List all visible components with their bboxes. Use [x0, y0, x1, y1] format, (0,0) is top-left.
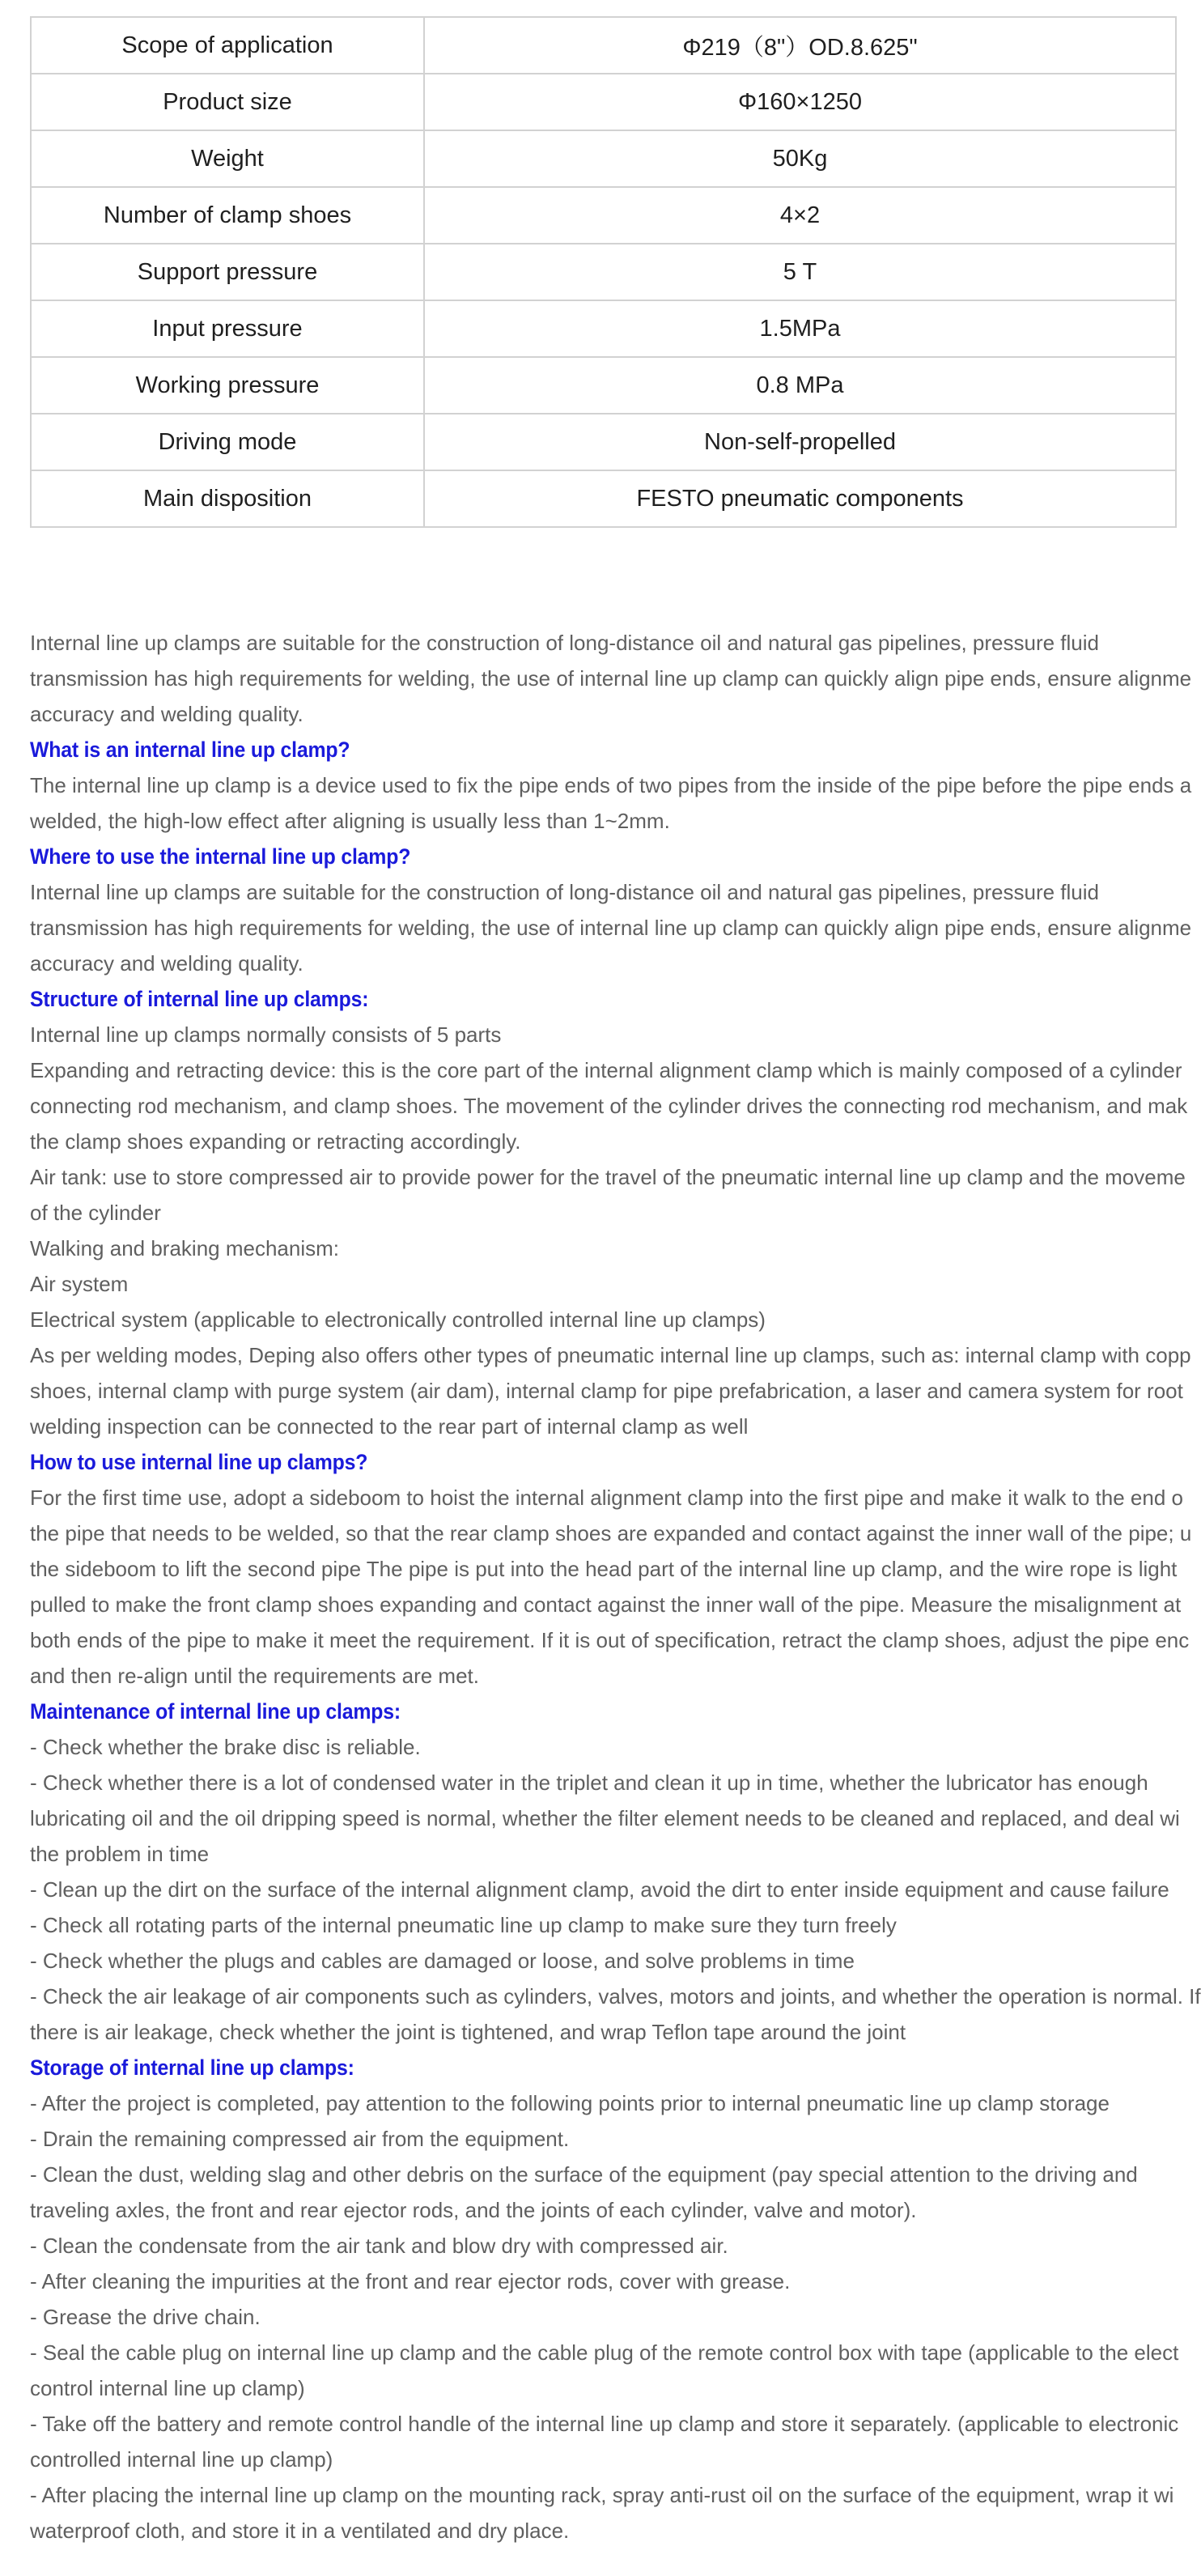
paragraph-line: Internal line up clamps are suitable for the construction of long-distance oil and natural gas pipelines, pressure fluid: [30, 880, 1099, 904]
paragraph-line: accuracy and welding quality.: [30, 951, 303, 976]
spec-value: Φ160×1250: [424, 74, 1176, 130]
paragraph-line: lubricating oil and the oil dripping speed is normal, whether the filter element needs to be cleaned and replaced, and deal wi: [30, 1806, 1180, 1830]
paragraph-line: transmission has high requirements for welding, the use of internal line up clamp can quickly align pipe ends, ensure alignme: [30, 916, 1192, 940]
paragraph-line: welded, the high-low effect after aligning is usually less than 1~2mm.: [30, 809, 670, 833]
section-heading: What is an internal line up clamp?: [30, 738, 350, 762]
paragraph-line: there is air leakage, check whether the joint is tightened, and wrap Teflon tape around the joint: [30, 2020, 906, 2044]
paragraph-line: transmission has high requirements for welding, the use of internal line up clamp can quickly align pipe ends, ensure alignme: [30, 666, 1192, 691]
paragraph-line: the pipe that needs to be welded, so that the rear clamp shoes are expanded and contact against the inner wall of the pipe; u: [30, 1521, 1192, 1545]
paragraph-line: - Check whether the plugs and cables are damaged or loose, and solve problems in time: [30, 1949, 855, 1973]
paragraph-line: - Grease the drive chain.: [30, 2305, 261, 2329]
spec-label: Number of clamp shoes: [31, 187, 424, 244]
paragraph-line: As per welding modes, Deping also offers other types of pneumatic internal line up clamps, such as: internal clamp with copp: [30, 1343, 1191, 1367]
spec-value: 5 T: [424, 244, 1176, 300]
paragraph-line: - After placing the internal line up clamp on the mounting rack, spray anti-rust oil on the surface of the equipment, wrap it wi: [30, 2483, 1174, 2507]
paragraph-line: For the first time use, adopt a sideboom to hoist the internal alignment clamp into the first pipe and make it walk to the end o: [30, 1486, 1183, 1510]
spec-row: [31, 414, 1176, 470]
spec-value: FESTO pneumatic components: [424, 470, 1176, 527]
paragraph-line: the clamp shoes expanding or retracting accordingly.: [30, 1129, 521, 1154]
spec-value: 0.8 MPa: [424, 357, 1176, 414]
paragraph-line: - Seal the cable plug on internal line up clamp and the cable plug of the remote control box with tape (applicable to the elect: [30, 2340, 1179, 2365]
paragraph-line: - Check the air leakage of air components such as cylinders, valves, motors and joints, and whether the operation is normal. If: [30, 1984, 1201, 2009]
spec-row: [31, 300, 1176, 357]
spec-row: [31, 187, 1176, 244]
spec-row: [31, 357, 1176, 414]
paragraph-line: The internal line up clamp is a device used to fix the pipe ends of two pipes from the inside of the pipe before the pipe ends a: [30, 773, 1192, 797]
paragraph-line: - After the project is completed, pay attention to the following points prior to internal pneumatic line up clamp storage: [30, 2091, 1110, 2115]
paragraph-line: Internal line up clamps normally consists of 5 parts: [30, 1022, 502, 1047]
paragraph-line: - Clean the condensate from the air tank and blow dry with compressed air.: [30, 2234, 728, 2258]
spec-row: [31, 244, 1176, 300]
spec-label: Scope of application: [31, 17, 424, 74]
paragraph-line: of the cylinder: [30, 1201, 161, 1225]
spec-table-body: [31, 17, 1176, 527]
paragraph-line: Walking and braking mechanism:: [30, 1236, 339, 1260]
spec-label: Product size: [31, 74, 424, 130]
paragraph-line: - Take off the battery and remote control handle of the internal line up clamp and store it separately. (applicable to electronic: [30, 2412, 1179, 2436]
paragraph-line: the sideboom to lift the second pipe The pipe is put into the head part of the internal line up clamp, and the wire rope is light: [30, 1557, 1178, 1581]
spec-label: Working pressure: [31, 357, 424, 414]
paragraph-line: shoes, internal clamp with purge system (air dam), internal clamp for pipe prefabrication, a laser and camera system for root: [30, 1379, 1183, 1403]
spec-value: Non-self-propelled: [424, 414, 1176, 470]
section-heading: Storage of internal line up clamps:: [30, 2055, 354, 2080]
paragraph-line: - Check whether there is a lot of condensed water in the triplet and clean it up in time, whether the lubricator has enough: [30, 1770, 1148, 1795]
paragraph-line: both ends of the pipe to make it meet the requirement. If it is out of specification, retract the clamp shoes, adjust the pipe enc: [30, 1628, 1190, 1652]
paragraph-line: pulled to make the front clamp shoes expanding and contact against the inner wall of the pipe. Measure the misalignment at: [30, 1592, 1182, 1617]
paragraph-line: waterproof cloth, and store it in a ventilated and dry place.: [30, 2519, 570, 2543]
paragraph-line: Internal line up clamps are suitable for the construction of long-distance oil and natural gas pipelines, pressure fluid: [30, 631, 1099, 655]
paragraph-line: - Check all rotating parts of the internal pneumatic line up clamp to make sure they turn freely: [30, 1913, 897, 1937]
spec-label: Input pressure: [31, 300, 424, 357]
paragraph-line: control internal line up clamp): [30, 2376, 305, 2400]
section-heading: How to use internal line up clamps?: [30, 1450, 368, 1474]
paragraph-line: - Clean up the dirt on the surface of the internal alignment clamp, avoid the dirt to enter inside equipment and cause failure: [30, 1877, 1169, 1902]
paragraph-line: - Clean the dust, welding slag and other debris on the surface of the equipment (pay special attention to the driving and: [30, 2162, 1138, 2187]
paragraph-line: connecting rod mechanism, and clamp shoes. The movement of the cylinder drives the connecting rod mechanism, and mak: [30, 1094, 1188, 1118]
spec-row: [31, 130, 1176, 187]
section-heading: Where to use the internal line up clamp?: [30, 844, 411, 869]
article-body: [30, 625, 1201, 2548]
paragraph-line: Air tank: use to store compressed air to provide power for the travel of the pneumatic internal line up clamp and the moveme: [30, 1165, 1186, 1189]
spec-label: Weight: [31, 130, 424, 187]
paragraph-line: Expanding and retracting device: this is the core part of the internal alignment clamp which is mainly composed of a cylinder: [30, 1058, 1182, 1082]
spec-value: 50Kg: [424, 130, 1176, 187]
paragraph-line: controlled internal line up clamp): [30, 2447, 333, 2472]
paragraph-line: the problem in time: [30, 1842, 210, 1866]
paragraph-line: Electrical system (applicable to electronically controlled internal line up clamps): [30, 1307, 766, 1332]
paragraph-line: traveling axles, the front and rear ejector rods, and the joints of each cylinder, valve and motor).: [30, 2198, 917, 2222]
spec-label: Main disposition: [31, 470, 424, 527]
spec-label: Support pressure: [31, 244, 424, 300]
paragraph-line: - After cleaning the impurities at the front and rear ejector rods, cover with grease.: [30, 2269, 791, 2293]
section-heading: Maintenance of internal line up clamps:: [30, 1699, 401, 1724]
spec-row: [31, 17, 1176, 74]
spec-row: [31, 74, 1176, 130]
spec-label: Driving mode: [31, 414, 424, 470]
paragraph-line: accuracy and welding quality.: [30, 702, 303, 726]
spec-table: [30, 16, 1177, 528]
spec-row: [31, 470, 1176, 527]
paragraph-line: Air system: [30, 1272, 129, 1296]
section-heading: Structure of internal line up clamps:: [30, 987, 369, 1011]
spec-value: 1.5MPa: [424, 300, 1176, 357]
paragraph-line: - Check whether the brake disc is reliable.: [30, 1735, 421, 1759]
spec-value: Φ219（8"）OD.8.625": [424, 17, 1176, 74]
paragraph-line: - Drain the remaining compressed air from the equipment.: [30, 2127, 570, 2151]
paragraph-line: and then re-align until the requirements are met.: [30, 1664, 479, 1688]
spec-value: 4×2: [424, 187, 1176, 244]
paragraph-line: welding inspection can be connected to the rear part of internal clamp as well: [30, 1414, 749, 1439]
